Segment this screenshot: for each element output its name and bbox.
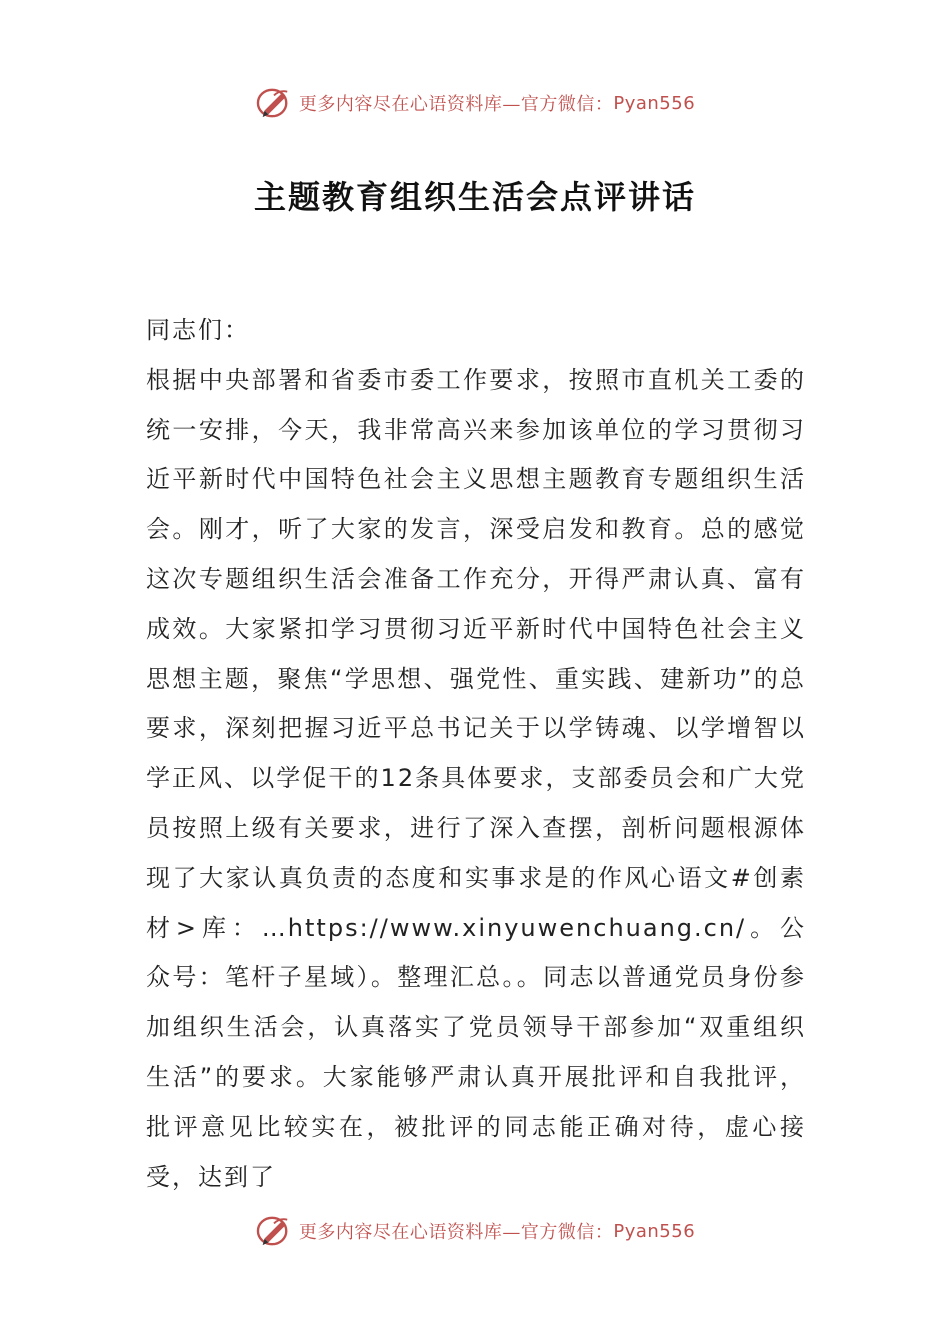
document-body [146,306,806,1202]
header-banner [0,86,950,120]
banner-separator: —官方微信： [502,94,614,115]
banner-text: 更多内容尽在心语资料库 [298,94,503,115]
banner-wechat-id: Pyan556 [613,92,696,114]
banner-wechat-id: Pyan556 [613,1220,696,1242]
salutation: 同志们： [146,316,250,344]
document-title: 主题教育组织生活会点评讲话 [253,178,696,216]
banner-separator: —官方微信： [502,1222,614,1243]
pen-logo-icon [255,86,293,120]
footer-banner [0,1214,950,1248]
banner-text: 更多内容尽在心语资料库 [298,1222,503,1243]
body-paragraph: 根据中央部署和省委市委工作要求，按照市直机关工委的统一安排，今天，我非常高兴来参加该单位的学习贯彻习近平新时代中国特色社会主义思想主题教育专题组织生活会。刚才，听了大家的发言，深受启发和教育。总的感觉这次专题组织生活会准备工作充分，开得严肃认真、富有成效。大家紧扣学习贯彻习近平新时代中国特色社会主义思想主题，聚焦“学思想、强党性、重实践、建新功”的总要求，深刻把握习近平总书记关于以学铸魂、以学增智以学正风、以学促干的12条具体要求，支部委员会和广大党员按照上级有关要求，进行了深入查摆，剖析问题根源体现了大家认真负责的态度和实事求是的作风心语文#创素材>库：…https://www.xinyuwenchuang.cn/。公众号：笔杆子星域）。整理汇总。。同志以普通党员身份参加组织生活会，认真落实了党员领导干部参加“双重组织生活”的要求。大家能够严肃认真开展批评和自我批评，批评意见比较实在，被批评的同志能正确对待，虚心接受，达到了 [146,365,806,1191]
pen-logo-icon [255,1214,293,1248]
